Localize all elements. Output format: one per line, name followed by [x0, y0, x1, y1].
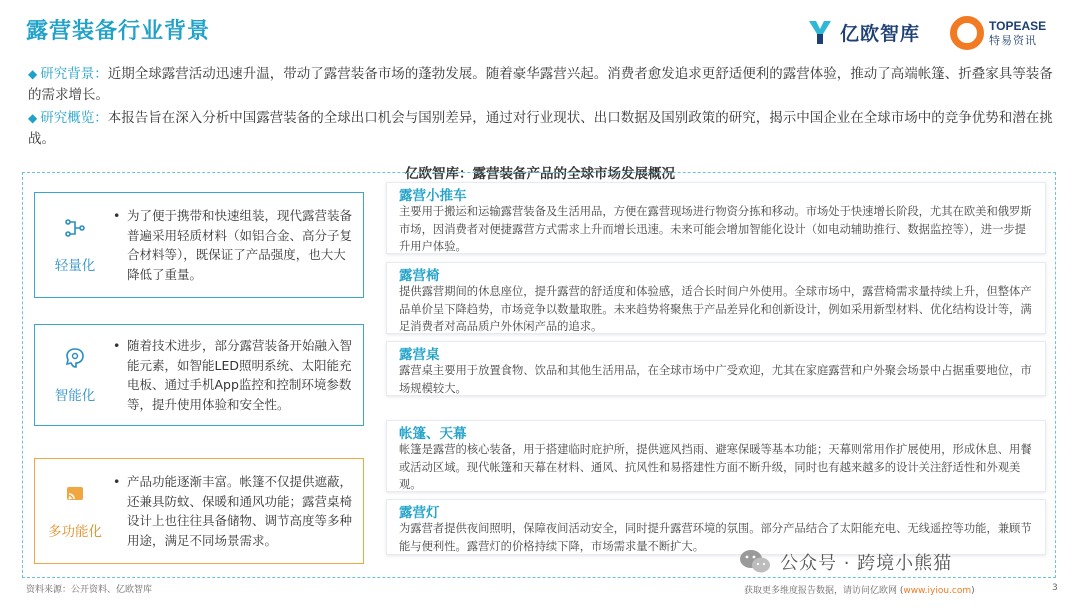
feature-label: 轻量化: [54, 258, 96, 274]
wechat-watermark: [738, 548, 952, 576]
intro-overview: [28, 108, 1062, 150]
section-title: 亿欧智库：露营装备产品的全球市场发展概况: [405, 166, 675, 182]
product-name: 露营桌: [399, 347, 440, 363]
product-card-chair: [386, 262, 1046, 334]
yiou-logo-icon: [806, 18, 834, 46]
product-card-lamp: [386, 499, 1046, 555]
topease-en: TOPEASE: [989, 19, 1047, 33]
diamond-bullet-icon: ◆: [28, 111, 38, 125]
diamond-bullet-icon: ◆: [28, 67, 38, 81]
topease-logo: [950, 16, 1046, 50]
product-text: 帐篷是露营的核心装备，用于搭建临时庇护所，提供遮风挡雨、避寒保暖等基本功能；天幕则常用作扩展使用，形成休息、用餐或活动区域。现代帐篷和天幕在材料、通风、抗风性和易搭建性方面不断升级，同时也有越来越多的设计关注舒适性和外观美观。: [399, 443, 1032, 491]
product-card-cart: [386, 182, 1046, 254]
footer-more-text: 获取更多维度报告数据，请访问亿欧网 (: [744, 586, 904, 596]
circuit-icon: [63, 216, 87, 240]
product-text: 提供露营期间的休息座位，提升露营的舒适度和体验感，适合长时间户外使用。全球市场中，露营椅需求量持续上升，但整体产品单价呈下降趋势，市场竞争以数量取胜。未来趋势将聚焦于产品差异化和创新设计，例如采用新型材料、优化结构设计等，满足消费者对高品质户外休闲产品的追求。: [399, 285, 1032, 333]
feature-card-multifunction: [34, 458, 364, 564]
yiou-logo: [806, 18, 920, 46]
feature-card-smart: [34, 324, 364, 426]
footer-link[interactable]: www.iyiou.com: [903, 586, 972, 596]
page-number: 3: [1052, 583, 1058, 593]
page-title: 露营装备行业背景: [26, 19, 211, 44]
product-text: 为露营者提供夜间照明，保障夜间活动安全，同时提升露营环境的氛围。部分产品结合了太阳能充电、无线遥控等功能，兼顾节能与便利性。露营灯的价格持续下降，市场需求量不断扩大。: [399, 522, 1032, 553]
product-text: 露营桌主要用于放置食物、饮品和其他生活用品，在全球市场中广受欢迎，尤其在家庭露营和户外聚会场景中占据重要地位，市场规模较大。: [399, 364, 1032, 395]
feature-text: • 随着技术进步，部分露营装备开始融入智能元素，如智能LED照明系统、太阳能充电板、通过手机App监控和控制环境参数等，提升使用体验和安全性。: [117, 336, 355, 414]
footer-more: [744, 583, 975, 596]
product-name: 露营灯: [399, 505, 440, 521]
cast-icon: [63, 482, 87, 506]
product-card-tent: [386, 420, 1046, 492]
product-name: 帐篷、天幕: [399, 426, 467, 442]
footer-source: 资料来源：公开资料、亿欧智库: [26, 585, 153, 595]
feature-card-lightweight: [34, 192, 364, 298]
product-name: 露营小推车: [399, 188, 467, 204]
feature-text: • 为了便于携带和快速组装，现代露营装备普遍采用轻质材料（如铝合金、高分子复合材料等），既保证了产品强度，也大大降低了重量。: [117, 206, 355, 284]
intro-label: 研究背景：: [40, 66, 108, 82]
feature-label: 智能化: [54, 388, 96, 404]
product-name: 露营椅: [399, 268, 440, 284]
footer-close: ): [971, 586, 975, 596]
intro-background: [28, 64, 1062, 106]
product-card-table: [386, 341, 1046, 396]
brain-icon: [63, 346, 87, 370]
product-text: 主要用于搬运和运输露营装备及生活用品，方便在露营现场进行物资分拣和移动。市场处于快速增长阶段，尤其在欧美和俄罗斯市场，因消费者对便捷露营方式需求上升而增长迅速。未来可能会增加智能化设计（如电动辅助推行、数据监控等），进一步提升用户体验。: [399, 205, 1032, 253]
topease-ring-icon: [950, 16, 984, 50]
feature-label: 多功能化: [48, 524, 102, 540]
wechat-icon: [738, 548, 772, 576]
topease-cn: 特易资讯: [989, 34, 1037, 47]
watermark-text: 公众号 · 跨境小熊猫: [780, 553, 953, 574]
intro-label: 研究概览：: [40, 110, 108, 126]
intro-text: 近期全球露营活动迅速升温，带动了露营装备市场的蓬勃发展。随着豪华露营兴起。消费者愈发追求更舒适便利的露营体验，推动了高端帐篷、折叠家具等装备的需求增长。: [28, 66, 1053, 103]
feature-text: • 产品功能逐渐丰富。帐篷不仅提供遮蔽，还兼具防蚊、保暖和通风功能；露营桌椅设计上也往往具备储物、调节高度等多种用途，满足不同场景需求。: [117, 472, 355, 550]
yiou-logo-text: 亿欧智库: [840, 22, 921, 45]
intro-text: 本报告旨在深入分析中国露营装备的全球出口机会与国别差异，通过对行业现状、出口数据及国别政策的研究，揭示中国企业在全球市场中的竞争优势和潜在挑战。: [28, 110, 1053, 147]
